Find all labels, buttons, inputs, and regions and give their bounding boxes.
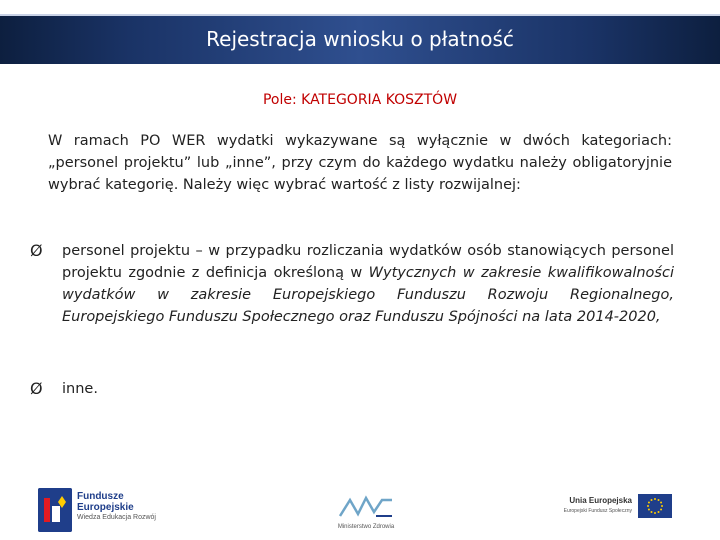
bullet-text: inne. [62,381,98,397]
eu-flag-icon [638,494,672,518]
eu-star-icon [647,505,649,507]
bullet-list [30,240,674,400]
bullet-italic-text: Wytycznych w zakresie kwalifikowalności wydatków w zakresie Europejskiego Funduszu Rozwoju Regionalnego, Europejskiego Funduszu Społecznego oraz Funduszu Spójności na lata 2014-2020, [62,265,674,325]
fundusze-line2: Europejskie [77,502,134,513]
ministry-caption: Ministerstwo Zdrowia [337,524,395,530]
fundusze-europejskie-logo [38,488,168,532]
eu-star-icon [658,499,660,501]
fundusze-line1: Fundusze [77,491,124,502]
arrow-bullet-icon: Ø [30,241,43,260]
intro-paragraph: W ramach PO WER wydatki wykazywane są wyłącznie w dwóch kategoriach: „personel projektu” lub „inne”, przy czym do każdego wydatku należy obligatoryjnie wybrać kategorię. Należy więc wybrać wartość z listy rozwijalnej: [48,133,672,193]
arrow-bullet-icon: Ø [30,379,43,398]
bullet-item-personel [30,240,674,328]
eu-star-icon [660,502,662,504]
fundusze-flag-icon [38,488,72,532]
eu-star-icon [654,498,656,500]
eu-star-icon [651,499,653,501]
eu-star-icon [648,509,650,511]
eu-star-icon [658,511,660,513]
eu-star-icon [654,512,656,514]
fundusze-line3: Wiedza Edukacja Rozwój [77,514,156,521]
mz-wave-icon [336,492,396,522]
eu-title: Unia Europejska [569,496,632,505]
footer-logos [0,480,720,540]
bullet-text: personel projektu – w przypadku rozliczania wydatków osób stanowiących personel projektu zgodnie z definicja określoną w [62,243,674,281]
eu-star-icon [648,502,650,504]
header-bar [0,14,720,64]
ministerstwo-zdrowia-logo [336,492,396,536]
eu-star-icon [660,509,662,511]
bullet-item-inne [30,378,674,400]
unia-europejska-logo [548,494,674,524]
eu-star-icon [651,511,653,513]
eu-star-icon [661,505,663,507]
page-title: Rejestracja wniosku o płatność [206,27,514,51]
section-heading: Pole: KATEGORIA KOSZTÓW [262,92,458,108]
eu-subtitle: Europejski Fundusz Społeczny [563,508,632,514]
